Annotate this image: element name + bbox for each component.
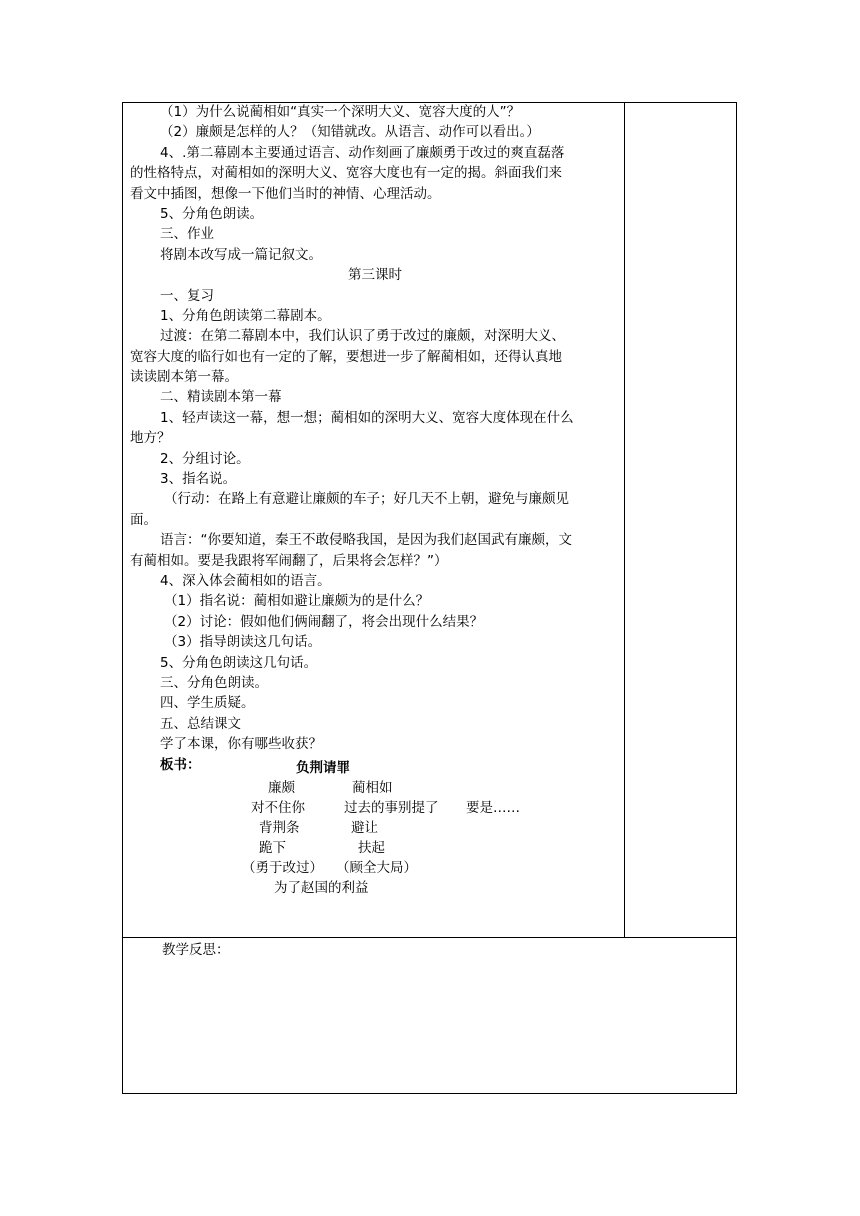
text-line: （2）讨论：假如他们俩闹翻了，将会出现什么结果？: [164, 613, 484, 630]
text-line: 有蔺相如。要是我跟将军闹翻了，后果将会怎样？”）: [130, 552, 448, 569]
text-line: 三、作业: [160, 226, 214, 243]
text-line: （1）指名说：蔺相如避让廉颇为的是什么？: [164, 593, 430, 610]
board-row4-right: （顾全大局）: [336, 860, 417, 876]
board-title: 负荆请罪: [296, 760, 350, 776]
column-divider: [624, 102, 625, 938]
text-line: 5、分角色朗读这几句话。: [160, 654, 318, 671]
board-row3-right: 扶起: [358, 840, 385, 856]
reflection-label: 教学反思：: [162, 942, 230, 958]
board-label: 板书：: [160, 756, 201, 773]
board-row4-left: （勇于改过）: [242, 860, 323, 876]
board-right-name: 蔺相如: [352, 780, 393, 796]
text-line: 2、分组讨论。: [160, 450, 250, 467]
board-bottom: 为了赵国的利益: [274, 880, 369, 896]
text-line: 看文中插图，想像一下他们当时的神情、心理活动。: [130, 185, 441, 202]
text-line: （1）为什么说蔺相如“真实一个深明大义、宽容大度的人”？: [160, 104, 521, 120]
text-line: 四、学生质疑。: [160, 695, 255, 712]
text-line: 地方？: [130, 430, 171, 447]
text-line: 4、深入体会蔺相如的语言。: [160, 572, 331, 589]
text-line: 5、分角色朗读。: [160, 205, 264, 222]
text-line: 的性格特点，对蔺相如的深明大义、宽容大度也有一定的揭。斜面我们来: [130, 165, 562, 182]
section-heading: 第三课时: [348, 267, 402, 284]
board-row2-right: 避让: [351, 820, 378, 836]
text-line: （行动：在路上有意避让廉颇的车子；好几天不上朝，避免与廉颇见: [164, 491, 569, 508]
board-row1-extra: 要是……: [466, 800, 520, 816]
text-line: 二、精读剧本第一幕: [160, 389, 282, 406]
text-line: （3）指导朗读这几句话。: [164, 634, 322, 651]
text-line: 五、总结课文: [160, 715, 241, 732]
board-left-name: 廉颇: [268, 780, 295, 796]
board-row2-left: 背荆条: [259, 820, 300, 836]
text-line: 将剧本改写成一篇记叙文。: [160, 246, 322, 263]
text-line: 4、.第二幕剧本主要通过语言、动作刻画了廉颇勇于改过的爽直磊落: [160, 144, 565, 161]
text-line: 三、分角色朗读。: [160, 674, 268, 691]
text-line: 读读剧本第一幕。: [130, 369, 238, 386]
text-line: 1、分角色朗读第二幕剧本。: [160, 307, 331, 324]
text-line: 3、指名说。: [160, 471, 237, 488]
text-line: （2）廉颇是怎样的人？（知错就改。从语言、动作可以看出。）: [160, 124, 540, 141]
text-line: 1、轻声读这一幕，想一想；蔺相如的深明大义、宽容大度体现在什么: [160, 409, 574, 426]
text-line: 过渡：在第二幕剧本中，我们认识了勇于改过的廉颇，对深明大义、: [160, 328, 565, 345]
lesson-content: [130, 102, 620, 775]
board-row1-right: 过去的事别提了: [344, 800, 439, 816]
text-line: 语言：“你要知道，秦王不敢侵略我国，是因为我们赵国武有廉颇，文: [160, 532, 572, 549]
board-row1-left: 对不住你: [251, 800, 305, 816]
text-line: 一、复习: [160, 287, 214, 304]
text-line: 学了本课，你有哪些收获？: [160, 736, 322, 753]
board-row3-left: 跪下: [259, 840, 286, 856]
text-line: 面。: [130, 511, 157, 528]
text-line: 宽容大度的临行如也有一定的了解，要想进一步了解蔺相如，还得认真地: [130, 348, 562, 365]
row-divider: [122, 937, 737, 938]
